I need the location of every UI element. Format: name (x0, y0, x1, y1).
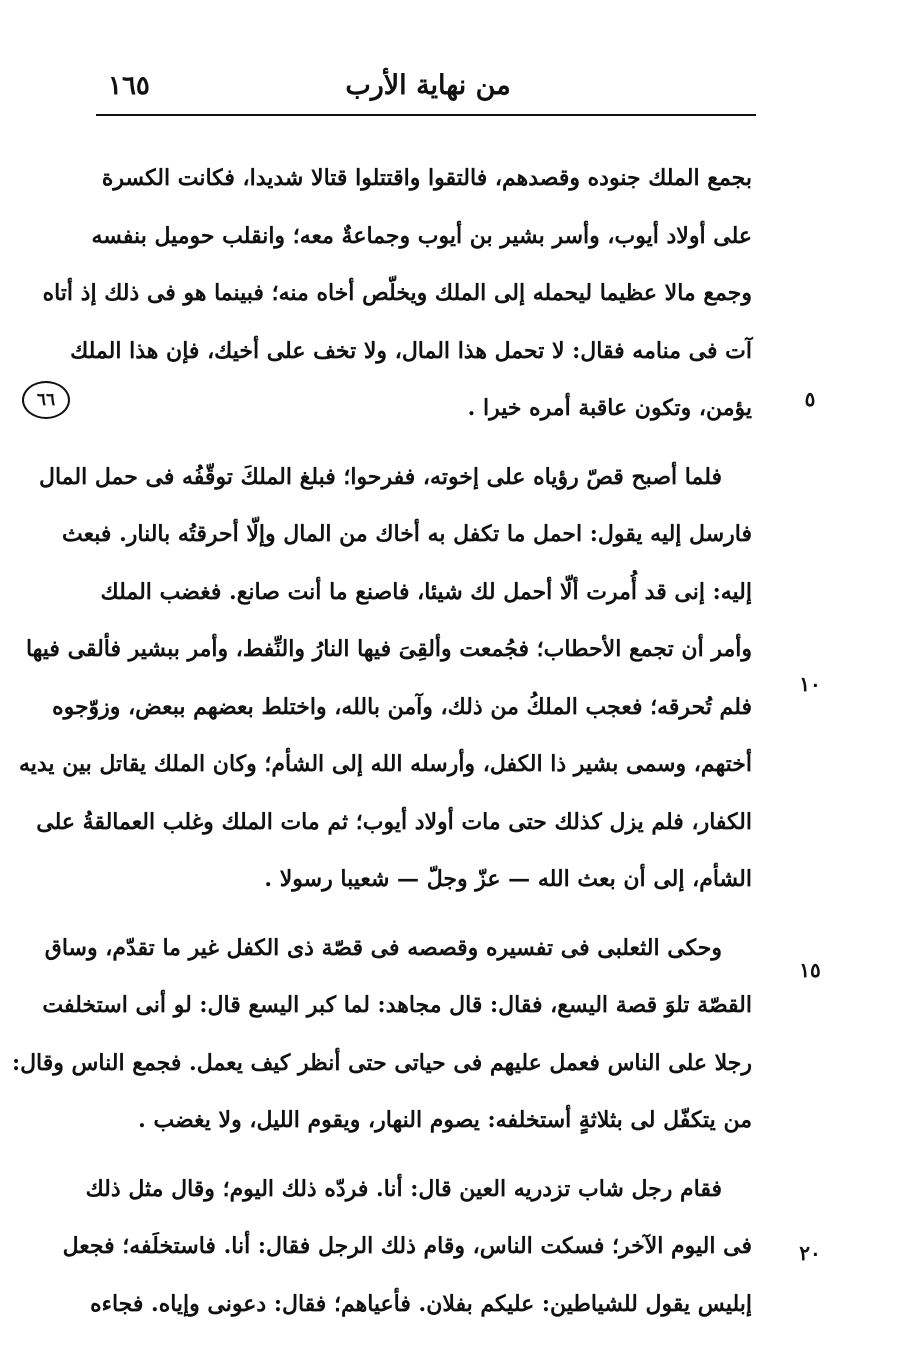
paragraph (18, 449, 752, 909)
text-line: أختهم، وسمى بشير ذا الكفل، وأرسله الله إلى الشأم؛ وكان الملك يقاتل بين يديه (18, 751, 752, 777)
margin-stamp: ٦٦ (22, 381, 70, 419)
text-line: يؤمن، وتكون عاقبة أمره خيرا . (467, 395, 752, 421)
text-line: من يتكفّل لى بثلاثةٍ أستخلفه: يصوم النهار، ويقوم الليل، ولا يغضب . (138, 1107, 752, 1133)
paragraph-gap (108, 909, 752, 920)
text-line: إليه: إنى قد أُمرت ألّا أحمل لك شيئا، فاصنع ما أنت صانع. فغضب الملك (100, 578, 752, 605)
text-line: فلم تُحرقه؛ فعجب الملكُ من ذلك، وآمن بالله، واختلط بعضهم ببعض، وزوّجوه (52, 693, 752, 720)
text-line: آت فى منامه فقال: لا تحمل هذا المال، ولا تخف على أخيك، فإن هذا الملك (70, 337, 752, 364)
text-line: فارسل إليه يقول: احمل ما تكفل به أخاك من المال وإلّا أحرقتُه بالنار. فبعث (62, 521, 752, 547)
text-line: إبليس يقول للشياطين: عليكم بفلان. فأعياهم؛ فقال: دعونى وإياه. فجاءه (90, 1290, 752, 1317)
paragraph (62, 1161, 752, 1334)
text-line: فلما أصبح قصّ رؤياه على إخوته، ففرحوا؛ فبلغ الملكَ توقّفُه فى حمل المال (38, 463, 722, 490)
text-line: فى اليوم الآخر؛ فسكت الناس، وقام ذلك الرجل فقال: أنا. فاستخلَفه؛ فجعل (62, 1233, 752, 1259)
line-number-5: ٥ (804, 387, 816, 411)
text-line: على أولاد أيوب، وأسر بشير بن أيوب وجماعةٌ معه؛ وانقلب حوميل بنفسه (91, 222, 752, 249)
text-line: الكفار، فلم يزل كذلك حتى مات أولاد أيوب؛ ثم مات الملك وغلب العمالقةُ على (36, 808, 752, 835)
paragraph-gap (108, 1150, 752, 1161)
line-number-10: ١٠ (799, 672, 821, 696)
text-line: القصّة تلوَ قصة اليسع، فقال: قال مجاهد: لما كبر اليسع قال: لو أنى استخلفت (42, 992, 752, 1018)
paragraph-gap (108, 438, 752, 449)
line-number-20: ٢٠ (799, 1241, 821, 1265)
text-line: بجمع الملك جنوده وقصدهم، فالتقوا واقتتلوا قتالا شديدا، فكانت الكسرة (101, 165, 752, 191)
text-line: الشأم، إلى أن بعث الله — عزّ وجلّ — شعيبا رسولا . (264, 866, 752, 892)
text-line: فقام رجل شاب تزدريه العين قال: أنا. فردّه ذلك اليوم؛ وقال مثل ذلك (85, 1175, 722, 1202)
running-title: من نهاية الأرب (345, 70, 511, 101)
text-line: رجلا على الناس فعمل عليهم فى حياتى حتى أنظر كيف يعمل. فجمع الناس وقال: (11, 1049, 752, 1076)
line-number-15: ١٥ (799, 958, 821, 982)
text-line: وأمر أن تجمع الأحطاب؛ فجُمعت وألقِىَ فيها النارُ والنِّفط، وأمر ببشير فألقى فيها (25, 636, 752, 662)
paragraph (11, 920, 752, 1150)
text-line: وحكى الثعلبى فى تفسيره وقصصه فى قصّة ذى الكفل غير ما تقدّم، وساق (44, 934, 722, 961)
running-header (98, 66, 758, 106)
text-line: وجمع مالا عظيما ليحمله إلى الملك ويخلّص أخاه منه؛ فبينما هو فى ذلك إذ أتاه (42, 280, 752, 306)
page-number: ١٦٥ (108, 71, 150, 101)
header-rule (96, 114, 756, 116)
